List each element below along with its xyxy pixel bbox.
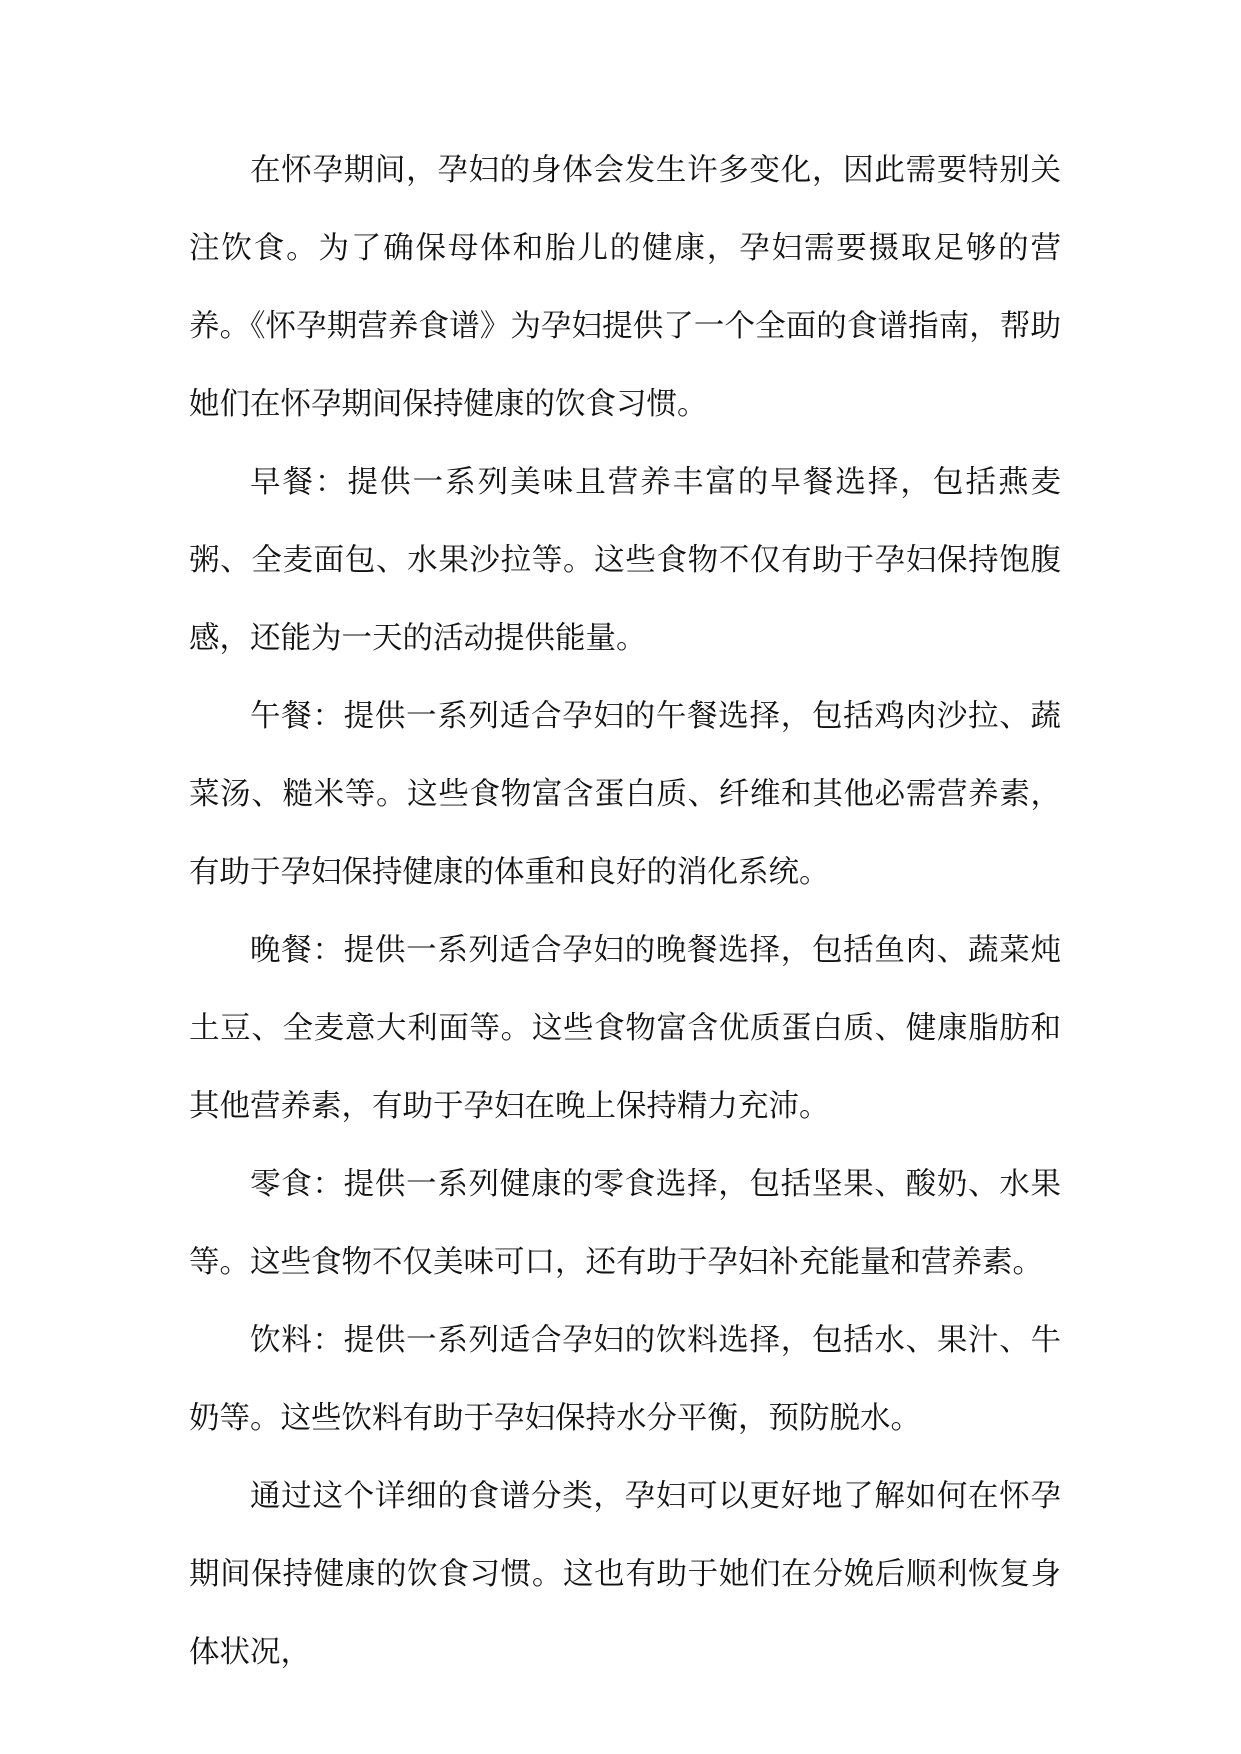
paragraph-dinner: 晚餐：提供一系列适合孕妇的晚餐选择，包括鱼肉、蔬菜炖土豆、全麦意大利面等。这些食物富含优质蛋白质、健康脂肪和其他营养素，有助于孕妇在晚上保持精力充沛。 [189,933,1061,1124]
paragraph-conclusion: 通过这个详细的食谱分类，孕妇可以更好地了解如何在怀孕期间保持健康的饮食习惯。这也有助于她们在分娩后顺利恢复身体状况， [189,1479,1061,1670]
paragraph-lunch: 午餐：提供一系列适合孕妇的午餐选择，包括鸡肉沙拉、蔬菜汤、糙米等。这些食物富含蛋白质、纤维和其他必需营养素，有助于孕妇保持健康的体重和良好的消化系统。 [189,699,1061,890]
paragraph-snacks: 零食：提供一系列健康的零食选择，包括坚果、酸奶、水果等。这些食物不仅美味可口，还有助于孕妇补充能量和营养素。 [189,1167,1061,1280]
paragraph-drinks: 饮料：提供一系列适合孕妇的饮料选择，包括水、果汁、牛奶等。这些饮料有助于孕妇保持水分平衡，预防脱水。 [189,1323,1061,1436]
paragraph-breakfast: 早餐：提供一系列美味且营养丰富的早餐选择，包括燕麦粥、全麦面包、水果沙拉等。这些食物不仅有助于孕妇保持饱腹感，还能为一天的活动提供能量。 [189,465,1061,656]
document-body [189,132,1061,1692]
paragraph-intro: 在怀孕期间，孕妇的身体会发生许多变化，因此需要特别关注饮食。为了确保母体和胎儿的健康，孕妇需要摄取足够的营养。《怀孕期营养食谱》为孕妇提供了一个全面的食谱指南，帮助她们在怀孕期间保持健康的饮食习惯。 [189,153,1061,422]
